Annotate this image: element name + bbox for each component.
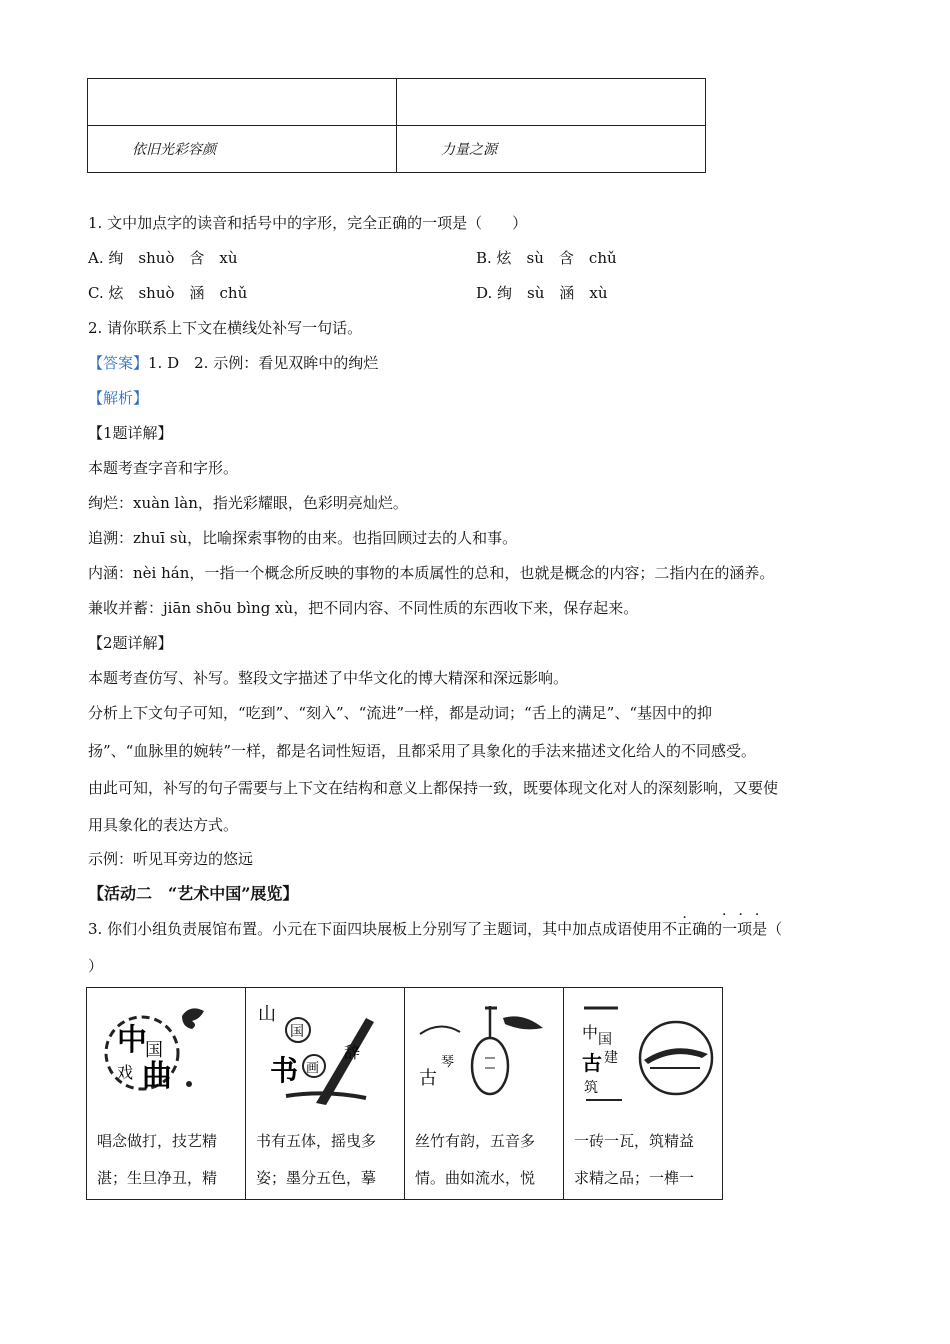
q1-option-d: D. 绚 sù 涵 xù bbox=[476, 284, 608, 302]
q1-stem: 1. 文中加点字的读音和括号中的字形，完全正确的一项是（ ） bbox=[88, 214, 528, 232]
top-table-cell bbox=[397, 79, 706, 126]
detail-2-line: 用具象化的表达方式。 bbox=[88, 816, 239, 834]
q3-emphasis-text: 不正确 bbox=[662, 920, 708, 938]
answer-text: 1. D 2. 示例：看见双眸中的绚烂 bbox=[148, 354, 379, 372]
boards-table bbox=[86, 987, 723, 1200]
board-caption-line: 姿；墨分五色，摹 bbox=[256, 1169, 377, 1187]
answer-tag: 【答案】 bbox=[88, 354, 149, 372]
top-table-cell: 力量之源 bbox=[397, 126, 706, 173]
detail-1-line: 兼收并蓄：jiān shōu bìng xù，把不同内容、不同性质的东西收下来，保存起来。 bbox=[88, 599, 639, 617]
q1-option-b: B. 炫 sù 含 chǔ bbox=[476, 249, 617, 267]
activity-2-title: 【活动二 “艺术中国”展览】 bbox=[88, 884, 299, 903]
svg-text:筑: 筑 bbox=[584, 1080, 598, 1096]
svg-text:琴: 琴 bbox=[441, 1055, 455, 1070]
q3-stem bbox=[88, 919, 782, 939]
board-caption-line: 丝竹有韵，五音多 bbox=[415, 1132, 536, 1150]
detail-1-title: 【1题详解】 bbox=[88, 424, 173, 442]
svg-text:曲: 曲 bbox=[142, 1059, 172, 1094]
analysis-tag: 【解析】 bbox=[88, 389, 149, 407]
q3-stem-end: ） bbox=[88, 957, 104, 975]
svg-text:戏: 戏 bbox=[117, 1063, 134, 1082]
svg-text:辞: 辞 bbox=[344, 1043, 361, 1062]
detail-1-line: 内涵：nèi hán，一指一个概念所反映的事物的本质属性的总和，也就是概念的内容；二指内在的涵养。 bbox=[88, 564, 775, 582]
detail-1-line: 绚烂：xuàn làn，指光彩耀眼，色彩明亮灿烂。 bbox=[88, 494, 408, 512]
detail-2-line: 分析上下文句子可知，“吃到”、“刻入”、“流进”一样，都是动词；“舌上的满足”、“基因中的抑 bbox=[88, 704, 713, 722]
detail-2-line: 示例：听见耳旁边的悠远 bbox=[88, 850, 254, 868]
top-table-cell bbox=[88, 79, 397, 126]
svg-text:古: 古 bbox=[419, 1068, 437, 1089]
board-panel bbox=[405, 988, 564, 1200]
detail-1-line: 本题考查字音和字形。 bbox=[88, 459, 239, 477]
svg-text:国: 国 bbox=[145, 1040, 163, 1061]
detail-1-line: 追溯：zhuī sù，比喻探索事物的由来。也指回顾过去的人和事。 bbox=[88, 529, 518, 547]
q1-option-a: A. 绚 shuò 含 xù bbox=[88, 249, 238, 267]
svg-text:古: 古 bbox=[582, 1051, 602, 1075]
board-panel bbox=[246, 988, 405, 1200]
svg-text:画: 画 bbox=[306, 1061, 320, 1076]
svg-text:山: 山 bbox=[258, 1004, 276, 1025]
detail-2-title: 【2题详解】 bbox=[88, 634, 173, 652]
q1-option-c: C. 炫 shuò 涵 chǔ bbox=[88, 284, 248, 302]
architecture-emblem-icon bbox=[564, 988, 722, 1113]
board-panel bbox=[564, 988, 723, 1200]
top-table bbox=[87, 78, 706, 173]
opera-emblem-icon bbox=[87, 988, 245, 1113]
q3-stem-part: 的一项是（ bbox=[707, 920, 783, 938]
board-caption-line: 书有五体，摇曳多 bbox=[256, 1132, 377, 1150]
detail-2-line: 由此可知，补写的句子需要与上下文在结构和意义上都保持一致，既要体现文化对人的深刻影响，又要使 bbox=[88, 779, 779, 797]
detail-2-line: 扬”、“血脉里的婉转”一样，都是名词性短语，且都采用了具象化的手法来描述文化给人的不同感受。 bbox=[88, 742, 757, 760]
svg-text:中: 中 bbox=[582, 1023, 599, 1042]
board-panel bbox=[87, 988, 246, 1200]
svg-text:国: 国 bbox=[290, 1024, 304, 1040]
answer-line bbox=[88, 353, 378, 373]
detail-2-line: 本题考查仿写、补写。整段文字描述了中华文化的博大精深和深远影响。 bbox=[88, 669, 569, 687]
q2-stem: 2. 请你联系上下文在横线处补写一句话。 bbox=[88, 319, 363, 337]
board-caption-line: 求精之品；一榫一 bbox=[574, 1169, 695, 1187]
board-caption-line: 情。曲如流水，悦 bbox=[415, 1169, 536, 1187]
music-emblem-icon bbox=[405, 988, 563, 1113]
svg-text:中: 中 bbox=[117, 1023, 147, 1058]
emphasis-dots: ··· bbox=[722, 907, 772, 923]
svg-text:建: 建 bbox=[604, 1050, 618, 1066]
q3-stem-part: 3. 你们小组负责展馆布置。小元在下面四块展板上分别写了主题词，其中加点成语使用 bbox=[88, 920, 663, 938]
q3-emphasis bbox=[662, 920, 707, 938]
board-caption-line: 一砖一瓦，筑精益 bbox=[574, 1132, 695, 1150]
top-table-cell: 依旧光彩容颜 bbox=[88, 126, 397, 173]
svg-text:书: 书 bbox=[270, 1054, 299, 1087]
board-caption-line: 唱念做打，技艺精 bbox=[97, 1132, 218, 1150]
board-caption-line: 湛；生旦净丑，精 bbox=[97, 1169, 218, 1187]
svg-text:国: 国 bbox=[598, 1032, 612, 1048]
calligraphy-emblem-icon bbox=[246, 988, 404, 1113]
